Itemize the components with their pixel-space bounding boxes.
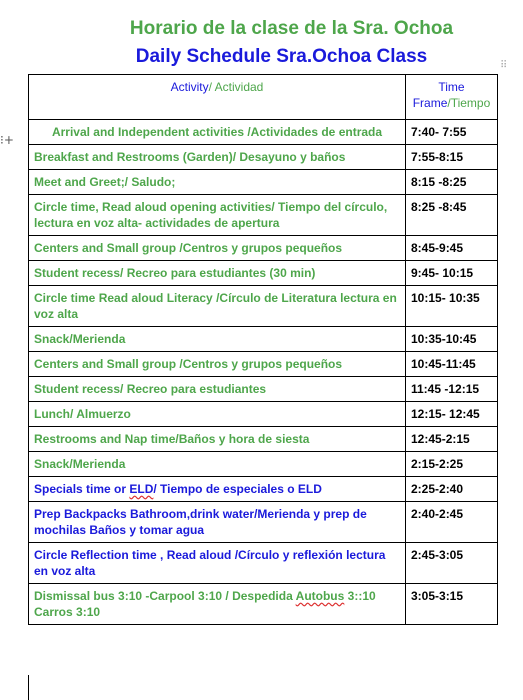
activity-cell: Centers and Small group /Centros y grupos pequeños <box>29 236 406 261</box>
time-cell: 2:25-2:40 <box>406 477 498 502</box>
activity-cell: Circle time, Read aloud opening activities/ Tiempo del círculo, lectura en voz alta- actividades de apertura <box>29 195 406 236</box>
header-time-es: /Tiempo <box>447 96 491 110</box>
table-row <box>29 502 498 543</box>
table-row <box>29 477 498 502</box>
activity-cell <box>29 584 406 625</box>
time-cell: 8:25 -8:45 <box>406 195 498 236</box>
table-drag-handle-icon[interactable]: ⠿ <box>500 60 508 71</box>
table-row <box>29 145 498 170</box>
activity-cell: Student recess/ Recreo para estudiantes <box>29 377 406 402</box>
title-spanish: Horario de la clase de la Sra. Ochoa <box>129 18 454 39</box>
title-english: Daily Schedule Sra.Ochoa Class <box>135 46 428 67</box>
activity-text: 3::10 Carros 3:10 <box>34 589 376 619</box>
time-cell: 12:45-2:15 <box>406 427 498 452</box>
time-cell: 2:45-3:05 <box>406 543 498 584</box>
activity-cell: Meet and Greet;/ Saludo; <box>29 170 406 195</box>
table-row <box>29 236 498 261</box>
activity-cell: Circle Reflection time , Read aloud /Círculo y reflexión lectura en voz alta <box>29 543 406 584</box>
header-activity-en: Activity <box>170 80 209 94</box>
activity-cell: Breakfast and Restrooms (Garden)/ Desayuno y baños <box>29 145 406 170</box>
table-row <box>29 170 498 195</box>
time-cell: 12:15- 12:45 <box>406 402 498 427</box>
time-cell: 10:35-10:45 <box>406 327 498 352</box>
activity-cell: Student recess/ Recreo para estudiantes (30 min) <box>29 261 406 286</box>
time-cell: 7:40- 7:55 <box>406 120 498 145</box>
header-time <box>406 75 498 120</box>
table-row <box>29 195 498 236</box>
spellcheck-word[interactable]: ELD <box>129 482 154 496</box>
activity-cell <box>29 477 406 502</box>
activity-text: Specials time or <box>34 482 130 496</box>
time-cell: 3:05-3:15 <box>406 584 498 625</box>
table-row <box>29 452 498 477</box>
time-cell: 8:15 -8:25 <box>406 170 498 195</box>
activity-cell: Arrival and Independent activities /Actividades de entrada <box>29 120 406 145</box>
time-cell: 11:45 -12:15 <box>406 377 498 402</box>
table-row <box>29 402 498 427</box>
row-handle-icon[interactable]: ⁝+ <box>0 133 14 147</box>
table-row <box>29 352 498 377</box>
activity-cell: Prep Backpacks Bathroom,drink water/Merienda y prep de mochilas Baños y tomar agua <box>29 502 406 543</box>
table-row <box>29 120 498 145</box>
time-cell: 9:45- 10:15 <box>406 261 498 286</box>
table-row <box>29 543 498 584</box>
table-row <box>29 427 498 452</box>
header-activity-es: / Actividad <box>208 80 264 94</box>
spellcheck-word[interactable]: Autobus <box>295 589 345 603</box>
table-row <box>29 327 498 352</box>
header-activity <box>29 75 406 120</box>
time-cell: 10:45-11:45 <box>406 352 498 377</box>
activity-cell: Restrooms and Nap time/Baños y hora de siesta <box>29 427 406 452</box>
table-border-continuation <box>28 675 29 700</box>
activity-cell: Lunch/ Almuerzo <box>29 402 406 427</box>
time-cell: 2:40-2:45 <box>406 502 498 543</box>
activity-cell: Circle time Read aloud Literacy /Círculo de Literatura lectura en voz alta <box>29 286 406 327</box>
time-cell: 2:15-2:25 <box>406 452 498 477</box>
time-cell: 10:15- 10:35 <box>406 286 498 327</box>
activity-cell: Centers and Small group /Centros y grupos pequeños <box>29 352 406 377</box>
activity-cell: Snack/Merienda <box>29 327 406 352</box>
table-row <box>29 286 498 327</box>
schedule-table <box>28 74 498 625</box>
time-cell: 7:55-8:15 <box>406 145 498 170</box>
table-header-row <box>29 75 498 120</box>
activity-text: Dismissal bus 3:10 -Carpool 3:10 / Despedida <box>34 589 296 603</box>
activity-cell: Snack/Merienda <box>29 452 406 477</box>
table-row <box>29 261 498 286</box>
table-row <box>29 377 498 402</box>
table-row <box>29 584 498 625</box>
time-cell: 8:45-9:45 <box>406 236 498 261</box>
header-time-en: Time Frame <box>412 80 465 110</box>
activity-text: / Tiempo de especiales o ELD <box>153 482 322 496</box>
